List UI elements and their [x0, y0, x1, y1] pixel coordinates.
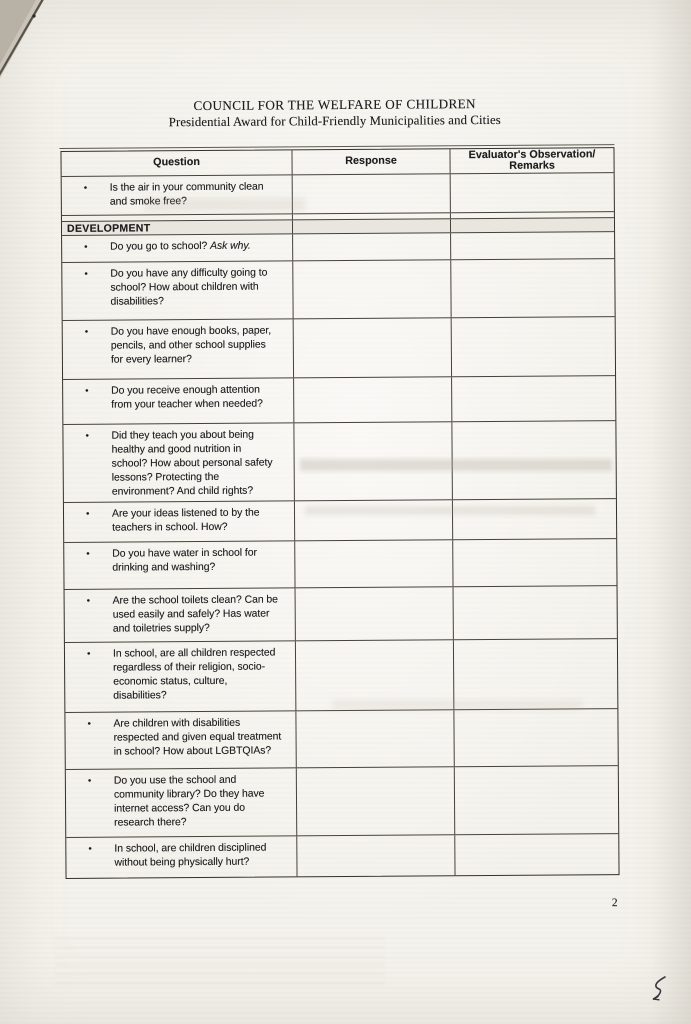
question-cell [65, 711, 295, 769]
question-cell [62, 234, 292, 262]
page-number: 2 [611, 897, 618, 910]
remarks-cell [450, 232, 614, 259]
question-cell [65, 641, 295, 712]
question-text: In school, are all children respected regardless of their religion, socio- economic status, culture, disabilities? [112, 647, 276, 702]
bullet-icon: • [87, 718, 92, 730]
bullet-icon: • [85, 430, 90, 442]
remarks-cell [450, 173, 614, 212]
bullet-icon: • [83, 182, 88, 194]
bullet-icon: • [86, 595, 91, 607]
table-row-school-supplies [63, 316, 615, 379]
question-text: Do you receive enough attention from your teacher when needed? [111, 384, 263, 411]
table-row-difficulty-going [62, 258, 614, 320]
bullet-icon: • [84, 326, 89, 338]
table-row-water-in-school [64, 538, 616, 589]
question-text-italic: Ask why. [210, 240, 251, 252]
bullet-icon: • [87, 775, 92, 787]
response-cell [293, 377, 451, 422]
table-row-health-lessons [63, 420, 616, 502]
table-row-air-clean [62, 172, 614, 215]
response-cell [295, 710, 453, 767]
header-response: Response [291, 149, 449, 174]
remarks-cell [450, 218, 614, 232]
question-cell [62, 175, 292, 215]
question-cell [63, 423, 294, 502]
response-cell [296, 767, 454, 835]
response-cell [293, 422, 452, 500]
question-text: Do you have any difficulty going to school? How about children with disabilities? [110, 267, 268, 308]
question-text: Are your ideas listened to by the teachers in school. How? [111, 507, 260, 534]
header-question: Question [153, 156, 200, 169]
question-cell [63, 378, 293, 424]
response-cell [293, 318, 451, 377]
question-text: Did they teach you about being healthy and good nutrition in school? How about personal safety lessons? Protecting the environment? And child rights? [111, 429, 273, 498]
response-cell [295, 640, 453, 710]
table-header-row [61, 148, 613, 176]
question-text: Is the air in your community clean and smoke free? [109, 181, 264, 208]
page-title: COUNCIL FOR THE WELFARE OF CHILDREN [193, 96, 476, 114]
remarks-cell [452, 499, 616, 539]
table-row-toilets-clean [65, 585, 617, 642]
header-evaluator-remarks: Evaluator's Observation/ Remarks [449, 148, 613, 173]
remarks-cell [453, 639, 617, 709]
question-text: Do you go to school? Ask why. [110, 240, 251, 253]
handwritten-check-mark [646, 974, 672, 1006]
bullet-icon: • [88, 843, 92, 855]
bullet-icon: • [86, 548, 90, 560]
page-subtitle: Presidential Award for Child-Friendly Municipalities and Cities [168, 112, 501, 130]
remarks-cell [452, 539, 616, 586]
response-cell [296, 835, 454, 876]
response-cell [292, 174, 450, 213]
questionnaire-table [60, 147, 619, 879]
response-cell [294, 500, 452, 540]
question-cell [66, 836, 296, 878]
question-text: Do you use the school and community library? Do they have internet access? Can you do research there? [113, 774, 265, 829]
table-row-ideas-listened [64, 498, 616, 542]
response-cell [292, 260, 450, 318]
remarks-cell [453, 586, 617, 639]
question-text: In school, are children disciplined without being physically hurt? [114, 842, 267, 869]
section-header: DEVELOPMENT [66, 222, 151, 235]
table-row-discipline-without-hurt [66, 833, 618, 878]
remarks-cell [454, 834, 618, 875]
table-row-go-to-school [62, 231, 614, 262]
table-row-teacher-attention [63, 375, 615, 424]
question-cell [63, 319, 293, 379]
remarks-cell [453, 709, 617, 766]
remarks-cell [451, 317, 615, 376]
remarks-cell [450, 259, 614, 317]
question-text: Do you have water in school for drinking and washing? [112, 547, 257, 574]
question-cell [64, 541, 294, 589]
bullet-icon: • [86, 648, 91, 660]
table-row-children-respected [65, 638, 617, 712]
response-cell [292, 233, 450, 260]
bullet-icon: • [85, 385, 89, 397]
question-cell [64, 501, 294, 542]
question-cell [62, 261, 292, 320]
response-cell [294, 540, 452, 587]
bullet-icon: • [84, 241, 88, 253]
remarks-cell [454, 766, 618, 834]
question-text: Are children with disabilities respected and given equal treatment in school? How about LGBTQIAs? [113, 717, 282, 758]
response-cell [295, 587, 453, 640]
table-row-library-internet [66, 765, 618, 837]
question-cell [65, 588, 295, 642]
bullet-icon: • [84, 268, 88, 280]
response-cell [292, 219, 450, 233]
bullet-icon: • [85, 508, 90, 520]
question-text: Are the school toilets clean? Can be used easily and safely? Has water and toiletries supply? [112, 594, 278, 635]
question-cell [66, 768, 296, 837]
table-row-disabilities-equal-treatment [65, 708, 617, 769]
remarks-cell [451, 421, 616, 499]
question-text: Do you have enough books, paper, pencils, and other school supplies for every learner? [110, 325, 272, 366]
remarks-cell [451, 376, 615, 421]
